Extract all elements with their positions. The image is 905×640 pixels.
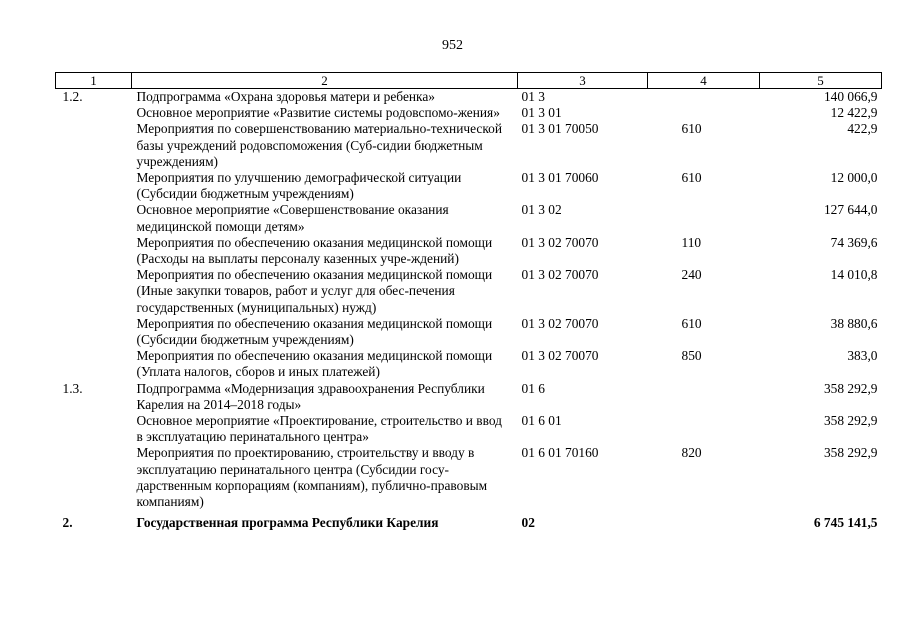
table-row: [56, 381, 882, 413]
row-expense-type: [648, 381, 760, 413]
row-description: Основное мероприятие «Проектирование, строительство и ввод в эксплуатацию перинатального центра»: [136, 413, 502, 445]
page-number: 952: [442, 38, 463, 53]
table-row: [56, 105, 882, 121]
row-description: Подпрограмма «Модернизация здравоохранения Республики Карелия на 2014–2018 годы»: [136, 380, 485, 412]
table-row: [56, 413, 882, 445]
row-number: [56, 202, 132, 234]
table-row: [56, 445, 882, 510]
row-expense-type: 610: [681, 315, 702, 331]
row-number: [56, 445, 132, 510]
row-description: Основное мероприятие «Совершенствование оказания медицинской помощи детям»: [136, 202, 449, 234]
row-description: Подпрограмма «Охрана здоровья матери и ребенка»: [136, 89, 435, 104]
row-description: Государственная программа Республики Карелия: [136, 515, 439, 531]
row-description: Мероприятия по обеспечению оказания медицинской помощи (Уплата налогов, сборов и иных платежей): [136, 348, 493, 380]
row-code: 01 6 01 70160: [521, 445, 599, 461]
column-header-1: 1: [56, 73, 132, 89]
budget-table: [55, 72, 882, 531]
row-number: [56, 413, 132, 445]
row-code: 01 6: [521, 380, 545, 396]
row-description: Мероприятия по обеспечению оказания медицинской помощи (Расходы на выплаты персоналу казенных учре-ждений): [136, 234, 493, 267]
row-expense-type: [648, 413, 760, 445]
row-amount: 358 292,9: [823, 380, 878, 396]
row-number: [56, 235, 132, 267]
table-row: [56, 202, 882, 234]
row-code: 01 3: [521, 89, 545, 104]
table-row: [56, 89, 882, 106]
table-row: [56, 170, 882, 202]
row-number: [56, 121, 132, 170]
column-header-5: 5: [760, 73, 882, 89]
row-number: [56, 267, 132, 316]
row-code: 01 3 01: [521, 105, 562, 121]
row-description: Мероприятия по совершенствованию материально-технической базы учреждений родовспоможения (Суб-сидии бюджетным учреждениям): [136, 121, 503, 169]
row-number: 1.3.: [62, 380, 83, 396]
row-description: Мероприятия по обеспечению оказания медицинской помощи (Иные закупки товаров, работ и услуг для обес-печения государственных (муниципальных) нужд): [136, 267, 493, 315]
row-code: 01 3 02 70070: [521, 315, 599, 331]
row-code: 01 6 01: [521, 413, 562, 429]
row-expense-type: 820: [681, 445, 702, 461]
row-expense-type: [648, 89, 760, 106]
row-expense-type: 610: [681, 170, 702, 186]
row-amount: 6 745 141,5: [813, 515, 878, 531]
row-code: 01 3 02 70070: [521, 267, 599, 283]
row-amount: 38 880,6: [830, 315, 878, 331]
row-code: 01 3 02: [521, 202, 562, 218]
row-expense-type: [648, 105, 760, 121]
row-number: 1.2.: [62, 89, 83, 104]
row-code: 01 3 01 70050: [521, 121, 599, 137]
column-header-4: 4: [648, 73, 760, 89]
row-code: 01 3 01 70060: [521, 170, 599, 186]
table-row: [56, 348, 882, 380]
row-code: 01 3 02 70070: [521, 234, 599, 250]
column-header-3: 3: [518, 73, 648, 89]
row-number: [56, 105, 132, 121]
row-amount: 383,0: [847, 348, 878, 364]
row-amount: 74 369,6: [830, 234, 878, 250]
row-expense-type: 850: [681, 348, 702, 364]
row-expense-type: 610: [681, 121, 702, 137]
row-code: 02: [521, 515, 535, 531]
row-amount: 140 066,9: [823, 89, 878, 104]
row-description: Мероприятия по проектированию, строительству и вводу в эксплуатацию перинатального центра (Субсидии госу-дарственным корпорациям (компаниям), публично-правовым компаниям): [136, 445, 488, 510]
table-row: [56, 267, 882, 316]
row-amount: 358 292,9: [823, 445, 878, 461]
row-amount: 12 422,9: [830, 105, 878, 121]
table-row: [56, 121, 882, 170]
column-header-2: 2: [132, 73, 518, 89]
row-expense-type: 240: [681, 267, 702, 283]
row-description: Мероприятия по обеспечению оказания медицинской помощи (Субсидии бюджетным учреждениям): [136, 315, 493, 348]
table-row: [56, 510, 882, 531]
table-row: [56, 316, 882, 348]
row-expense-type: [648, 202, 760, 234]
row-number: [56, 316, 132, 348]
row-number: [56, 348, 132, 380]
row-description: Мероприятия по улучшению демографической ситуации (Субсидии бюджетным учреждениям): [136, 170, 462, 202]
row-amount: 12 000,0: [830, 170, 878, 186]
row-amount: 127 644,0: [823, 202, 878, 218]
table-header-row: [56, 73, 882, 89]
row-number: 2.: [62, 515, 73, 531]
row-expense-type: [648, 510, 760, 531]
row-expense-type: 110: [681, 234, 702, 250]
row-amount: 358 292,9: [823, 413, 878, 429]
table-row: [56, 235, 882, 267]
row-amount: 14 010,8: [830, 267, 878, 283]
row-description: Основное мероприятие «Развитие системы родовспомо-жения»: [136, 105, 500, 121]
row-code: 01 3 02 70070: [521, 348, 599, 364]
row-amount: 422,9: [847, 121, 878, 137]
row-number: [56, 170, 132, 202]
